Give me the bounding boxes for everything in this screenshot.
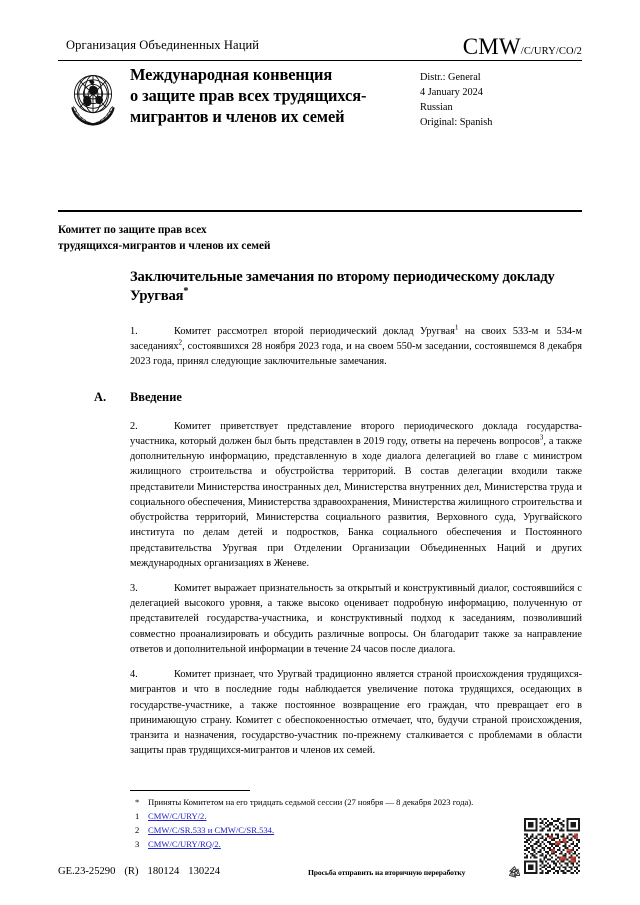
footnote-area: [130, 790, 582, 852]
footnote-ref-2: 2: [178, 338, 183, 347]
recycle-icon: [506, 864, 523, 881]
job-number-value: GE.23-25290: [58, 866, 116, 877]
paragraph-text: Комитет выражает признательность за открытый и конструктивный диалог, состоявшийся с делегацией высокого уровня, а также высоко оценивает подробную информацию, полученную от представителей государства-участника, и конструктивный подход к заседаниям, позволивший совместно проанализировать и обсудить различные вопросы. Он благодарит также за направление ответов и дополнительной информации в течение 24 часов после диалога.: [130, 582, 582, 655]
paragraph-text-part-b: , а также дополнительную информацию, представленную в ходе диалога делегацией во главе с министром жилищного строительства и обустройства территорий. В состав делегации входили также представители Министерства иностранных дел, Министерства внутренних дел, Министерства труда и социального обеспечения, Министерства здравоохранения, Министерства жилищного строительства и обустройства территорий, Министерства социального развития, Верховного суда, Уругвайского института по делам детей и подростков, Банка социального обеспечения и Постоянного представительства Уругвая при Отделении Организации Объединенных Наций и других международных организациях в Женеве.: [130, 435, 582, 569]
convention-title: [130, 64, 402, 127]
paragraph-text: [130, 419, 582, 571]
paragraph-text-part-b: на своих 533-м и 534-м заседаниях: [130, 325, 582, 353]
paragraph-4: [130, 667, 582, 758]
distribution-type: Distr.: General: [420, 72, 481, 83]
footnote-mark: 2: [135, 824, 140, 835]
committee-name-line-1: Комитет по защите прав всех: [58, 224, 207, 236]
footnote-text: Приняты Комитетом на его тридцать седьмой сессии (27 ноября — 8 декабря 2023 года).: [148, 797, 474, 807]
paragraph-text-part-a: Комитет приветствует представление второго периодического доклада государства-участника, который должен был быть представлен в 2019 году, ответы на перечень вопросов: [130, 420, 582, 447]
masthead-divider: [58, 60, 582, 61]
organization-name: Организация Объединенных Наций: [66, 38, 260, 52]
section-heading-a: [94, 390, 582, 405]
footnote-link[interactable]: CMW/C/SR.533 и CMW/C/SR.534.: [148, 824, 275, 835]
footnote-ref-3: 3: [539, 433, 544, 442]
document-body: [58, 268, 582, 759]
page-title-footnote-mark: *: [183, 286, 189, 298]
document-date: 4 January 2024: [420, 86, 483, 98]
paragraph-text: [130, 324, 582, 370]
paragraph-text-part-a: Комитет рассмотрел второй периодический доклад Уругвая: [174, 325, 455, 337]
convention-title-line-1: Международная конвенция: [130, 65, 333, 84]
section-label: Введение: [130, 389, 182, 404]
paragraph-3: [130, 581, 582, 657]
title-block: [58, 66, 582, 148]
distribution-block: [420, 71, 582, 131]
paragraph-text: Комитет признает, что Уругвай традиционно является страной происхождения трудящихся-мигрантов и что в последние годы наблюдается увеличение потока трудящихся, оседающих в государстве-участнике, а также постоянное возвращение его граждан, что превращает его в принимающую страну. Комитет с обеспокоенностью отмечает, что, будучи страной происхождения, транзита и назначения, государство-участник по-прежнему сталкивается с проблемами в области защиты прав трудящихся-мигрантов и членов их семей.: [130, 669, 582, 757]
convention-title-line-2: о защите прав всех трудящихся-: [130, 86, 367, 105]
document-symbol: [463, 34, 582, 60]
paragraph-number: 1.: [130, 325, 138, 337]
footnote-asterisk: [130, 796, 582, 810]
convention-title-line-3: мигрантов и членов их семей: [130, 107, 345, 126]
page-sheet: [58, 0, 582, 905]
job-date-code-1: 180124: [147, 866, 180, 877]
paragraph-number: 2.: [130, 420, 138, 432]
committee-name-line-2: трудящихся-мигрантов и членов их семей: [58, 240, 271, 253]
job-date-code-2: 130224: [188, 866, 221, 877]
qr-code: [524, 818, 580, 874]
document-symbol-prefix: CMW: [462, 34, 521, 59]
main-divider: [58, 210, 582, 212]
footnote-link[interactable]: CMW/C/URY/2.: [148, 810, 207, 821]
recycle-text: Просьба отправить на вторичную переработку: [308, 868, 466, 877]
footnote-mark: *: [135, 797, 140, 807]
footnote-separator: [130, 790, 250, 791]
footnote-1: [130, 810, 582, 824]
footnote-mark: 1: [135, 810, 140, 821]
footnote-3: [130, 838, 582, 852]
footnote-ref-1: 1: [454, 323, 459, 332]
job-language-code: (R): [124, 866, 139, 877]
paragraph-number: 4.: [130, 669, 138, 681]
paragraph-1: [130, 324, 582, 370]
document-language: Russian: [420, 101, 453, 113]
page-title: [130, 268, 582, 306]
paragraph-text-part-c: , состоявшихся 28 ноября 2023 года, и на своем 550-м заседании, состоявшемся 8 декабря 2023 года, принял следующие заключительные замечания.: [130, 341, 582, 368]
paragraph-number: 3.: [130, 582, 138, 594]
page-title-text: Заключительные замечания по второму периодическому докладу Уругвая: [130, 269, 555, 304]
masthead: [58, 34, 582, 60]
document-symbol-suffix: /C/URY/CO/2: [520, 46, 582, 57]
footnote-2: [130, 824, 582, 838]
section-letter: A.: [94, 389, 107, 404]
page-footer: [58, 866, 582, 896]
job-number: [58, 866, 220, 877]
paragraph-2: [130, 419, 582, 571]
footnote-link[interactable]: CMW/C/URY/RQ/2.: [148, 838, 221, 849]
original-language: Original: Spanish: [420, 116, 493, 128]
committee-name: [58, 222, 478, 254]
un-emblem-icon: [62, 68, 124, 130]
footnote-mark: 3: [135, 838, 140, 849]
